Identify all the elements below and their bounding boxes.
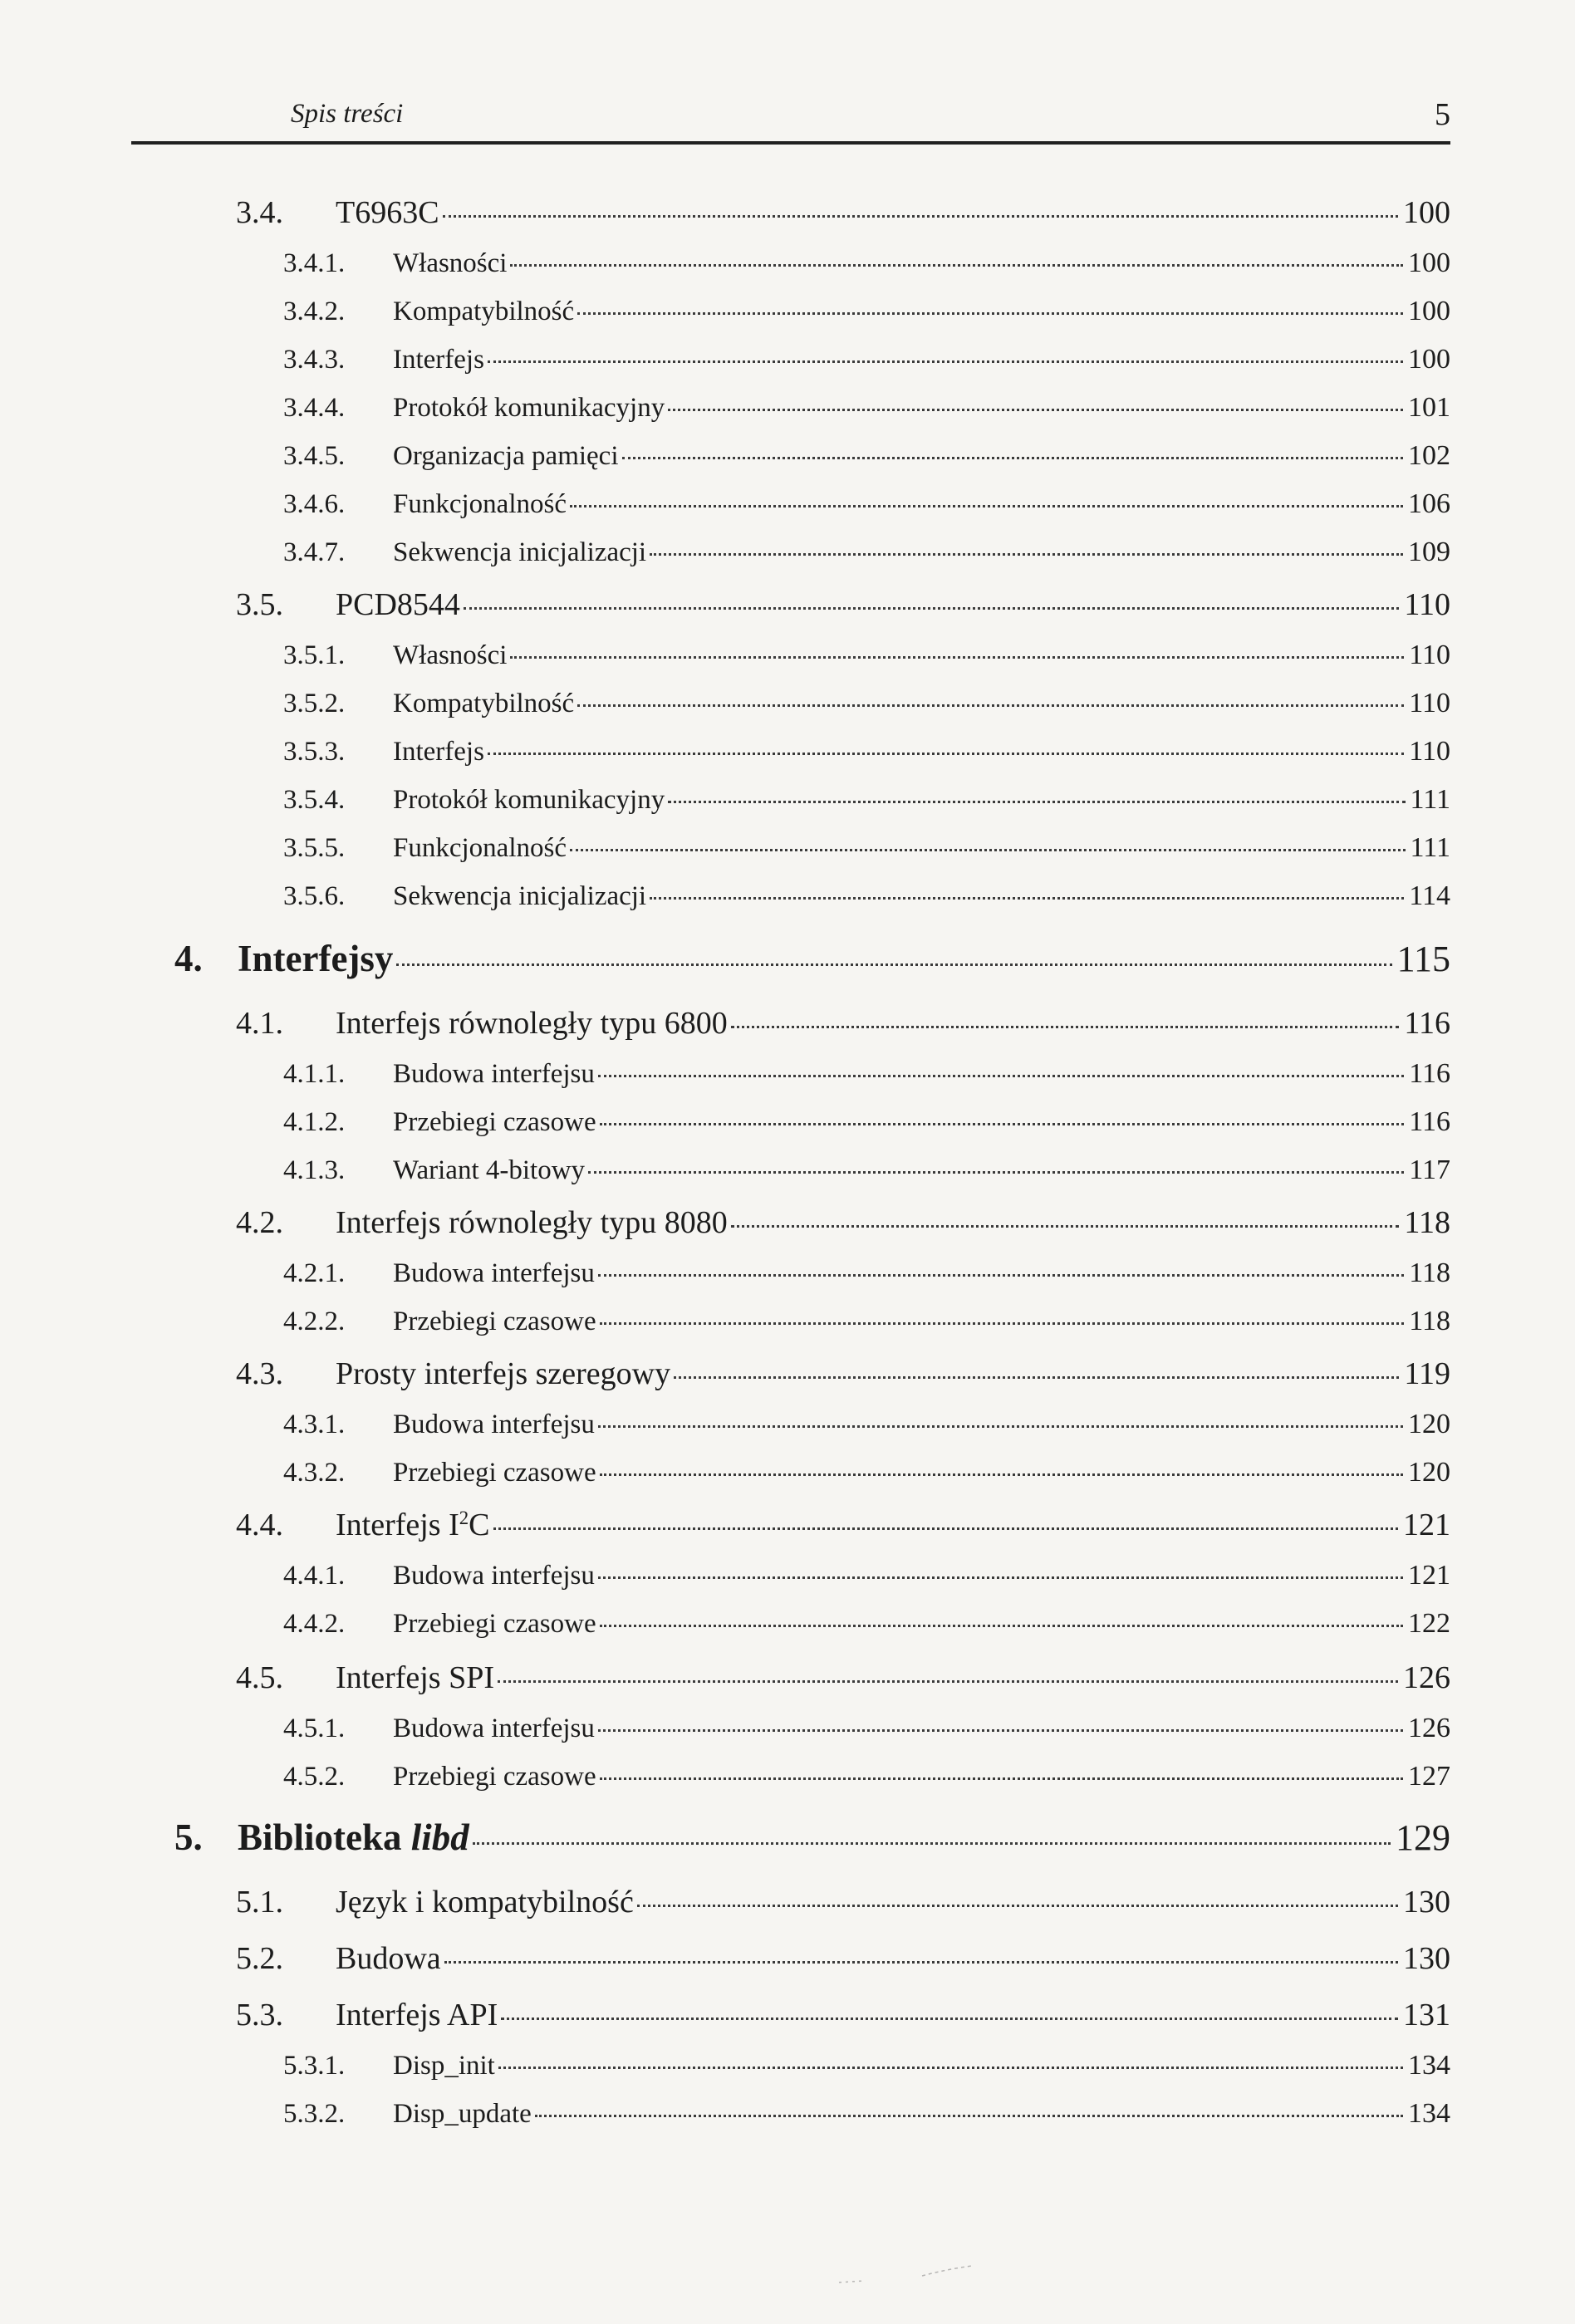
toc-number: 4.2. xyxy=(236,1205,283,1240)
toc-entry-3-4-4[interactable] xyxy=(283,392,1450,424)
toc-title: Przebiegi czasowe xyxy=(393,1762,596,1792)
dot-leader xyxy=(598,1729,1403,1732)
dot-leader xyxy=(570,849,1406,851)
toc-title: Przebiegi czasowe xyxy=(393,1307,596,1336)
toc-page: 127 xyxy=(1408,1761,1450,1792)
dot-leader xyxy=(600,1777,1403,1780)
dot-leader xyxy=(588,1171,1404,1174)
toc-entry-4-3[interactable] xyxy=(236,1356,1450,1392)
toc-title: Disp_update xyxy=(393,2099,532,2129)
toc-entry-4-3-2[interactable] xyxy=(283,1457,1450,1488)
toc-number: 5. xyxy=(174,1817,203,1858)
toc-number: 4.2.1. xyxy=(283,1258,346,1288)
dot-leader xyxy=(600,1473,1403,1476)
toc-page: 118 xyxy=(1409,1306,1450,1336)
toc-title: Protokół komunikacyjny xyxy=(393,393,665,423)
dot-leader xyxy=(535,2115,1403,2117)
toc-page: 100 xyxy=(1403,195,1450,230)
dot-leader xyxy=(598,1576,1403,1579)
dot-leader xyxy=(577,312,1403,315)
toc-title-italic: libd xyxy=(410,1817,469,1858)
toc-number: 3.4. xyxy=(236,195,283,230)
toc-page: 122 xyxy=(1408,1608,1450,1639)
toc-page: 119 xyxy=(1404,1356,1450,1391)
toc-page: 101 xyxy=(1408,392,1450,423)
toc-title: Budowa interfejsu xyxy=(393,1059,595,1089)
dot-leader xyxy=(598,1425,1403,1428)
toc-number: 3.5.2. xyxy=(283,689,346,718)
running-header-title: Spis treści xyxy=(291,99,404,129)
toc-entry-3-4[interactable] xyxy=(236,194,1450,231)
toc-title: Interfejs xyxy=(393,345,484,375)
dot-leader xyxy=(501,2018,1398,2020)
toc-number: 4.5. xyxy=(236,1660,283,1695)
dot-leader xyxy=(650,553,1403,556)
dot-leader xyxy=(598,1274,1404,1277)
toc-entry-4-3-1[interactable] xyxy=(283,1409,1450,1440)
toc-page: 111 xyxy=(1410,784,1450,815)
toc-title: Kompatybilność xyxy=(393,297,575,326)
toc-page: 121 xyxy=(1403,1508,1450,1542)
dot-leader xyxy=(488,753,1404,755)
toc-number: 5.3.1. xyxy=(283,2051,346,2081)
toc-number: 3.4.4. xyxy=(283,393,346,423)
toc-page: 134 xyxy=(1408,2050,1450,2081)
dot-leader xyxy=(731,1026,1400,1028)
toc-entry-3-5[interactable] xyxy=(236,586,1450,623)
toc-number: 4. xyxy=(174,938,203,979)
toc-number: 4.4.1. xyxy=(283,1561,346,1591)
dot-leader xyxy=(731,1225,1400,1228)
toc-number: 3.4.2. xyxy=(283,297,346,326)
toc-number: 3.4.3. xyxy=(283,345,346,375)
toc-number: 5.1. xyxy=(236,1885,283,1920)
toc-entry-3-5-2[interactable] xyxy=(283,688,1450,719)
toc-entry-3-5-4[interactable] xyxy=(283,784,1450,816)
toc-entry-4-1-3[interactable] xyxy=(283,1155,1450,1186)
toc-number: 5.2. xyxy=(236,1941,283,1976)
toc-number: 3.5.5. xyxy=(283,833,346,863)
dot-leader xyxy=(600,1123,1405,1125)
toc-page: 126 xyxy=(1403,1660,1450,1695)
toc-title: Sekwencja inicjalizacji xyxy=(393,537,647,567)
toc-page: 117 xyxy=(1409,1155,1450,1185)
toc-entry-4-1-1[interactable] xyxy=(283,1058,1450,1090)
toc-entry-4-2-1[interactable] xyxy=(283,1258,1450,1289)
toc-number: 4.5.1. xyxy=(283,1714,346,1743)
dot-leader xyxy=(498,1680,1398,1683)
toc-number: 3.4.5. xyxy=(283,441,346,471)
toc-page: 134 xyxy=(1408,2098,1450,2129)
toc-entry-3-4-2[interactable] xyxy=(283,296,1450,327)
toc-entry-4-5-1[interactable] xyxy=(283,1713,1450,1744)
toc-number: 5.3. xyxy=(236,1998,283,2032)
toc-page: 102 xyxy=(1408,440,1450,471)
toc-page: 118 xyxy=(1409,1258,1450,1288)
toc-page: 121 xyxy=(1408,1560,1450,1591)
toc-number: 3.5.1. xyxy=(283,640,346,670)
toc-page: 130 xyxy=(1403,1885,1450,1920)
toc-page: 111 xyxy=(1410,832,1450,863)
toc-entry-5-3-2[interactable] xyxy=(283,2098,1450,2130)
toc-page: 116 xyxy=(1404,1006,1450,1041)
dot-leader xyxy=(650,897,1404,900)
toc-page: 110 xyxy=(1404,587,1450,622)
toc-page: 100 xyxy=(1408,344,1450,375)
toc-page: 114 xyxy=(1409,880,1450,911)
dot-leader xyxy=(493,1527,1398,1530)
toc-page: 115 xyxy=(1396,939,1450,979)
toc-entry-4-4-2[interactable] xyxy=(283,1608,1450,1640)
dot-leader xyxy=(668,409,1403,411)
toc-title: Organizacja pamięci xyxy=(393,441,619,471)
toc-page: 110 xyxy=(1409,640,1450,670)
toc-page: 131 xyxy=(1403,1998,1450,2032)
dot-leader xyxy=(600,1625,1403,1627)
toc-title: Język i kompatybilność xyxy=(336,1885,634,1920)
toc-page: 110 xyxy=(1409,736,1450,767)
toc-entry-4-5-2[interactable] xyxy=(283,1761,1450,1792)
toc-title-text: Biblioteka xyxy=(238,1817,411,1858)
toc-page: 116 xyxy=(1409,1106,1450,1137)
toc-number: 3.5.3. xyxy=(283,737,346,767)
toc-entry-4-5[interactable] xyxy=(236,1660,1450,1696)
toc-entry-3-4-3[interactable] xyxy=(283,344,1450,375)
toc-number: 3.5. xyxy=(236,587,283,622)
toc-page: 100 xyxy=(1408,296,1450,326)
dot-leader xyxy=(668,801,1405,803)
toc-title: Budowa interfejsu xyxy=(393,1258,595,1288)
toc-number: 3.4.7. xyxy=(283,537,346,567)
toc-title: Interfejs API xyxy=(336,1998,498,2032)
toc-entry-3-4-7[interactable] xyxy=(283,537,1450,568)
toc-number: 3.4.1. xyxy=(283,248,346,278)
toc-number: 4.5.2. xyxy=(283,1762,346,1792)
toc-chapter-4[interactable] xyxy=(174,937,1450,980)
running-header xyxy=(131,90,1450,145)
toc-title: Funkcjonalność xyxy=(393,833,567,863)
toc-number: 5.3.2. xyxy=(283,2099,346,2129)
dot-leader xyxy=(600,1322,1405,1325)
toc-title: Sekwencja inicjalizacji xyxy=(393,881,647,911)
dot-leader xyxy=(570,505,1403,507)
toc-title: Interfejsy xyxy=(238,938,394,979)
toc-page: 116 xyxy=(1409,1058,1450,1089)
toc-number: 4.1.2. xyxy=(283,1107,346,1137)
toc-number: 3.5.6. xyxy=(283,881,346,911)
toc-entry-3-5-1[interactable] xyxy=(283,640,1450,671)
toc-entry-3-5-5[interactable] xyxy=(283,832,1450,864)
toc-entry-4-4[interactable] xyxy=(236,1507,1450,1543)
toc-number: 4.3. xyxy=(236,1356,283,1391)
toc-number: 4.2.2. xyxy=(283,1307,346,1336)
toc-page: 126 xyxy=(1408,1713,1450,1743)
toc-title: Protokół komunikacyjny xyxy=(393,785,665,815)
toc-title: Budowa xyxy=(336,1941,441,1976)
toc-title: Budowa interfejsu xyxy=(393,1561,595,1591)
toc-page: 110 xyxy=(1409,688,1450,718)
dot-leader xyxy=(510,264,1403,267)
toc-title-text: Interfejs I xyxy=(336,1508,459,1542)
toc-title-text-end: C xyxy=(469,1508,490,1542)
toc-chapter-5[interactable] xyxy=(174,1816,1450,1859)
toc-title: Interfejs SPI xyxy=(336,1660,495,1695)
toc-page: 106 xyxy=(1408,488,1450,519)
toc-entry-5-3[interactable] xyxy=(236,1997,1450,2033)
toc-title xyxy=(238,1816,469,1859)
dot-leader xyxy=(577,704,1404,707)
dot-leader xyxy=(396,963,1391,966)
toc-entry-4-2[interactable] xyxy=(236,1204,1450,1241)
toc-entry-3-4-5[interactable] xyxy=(283,440,1450,472)
toc-entry-4-1-2[interactable] xyxy=(283,1106,1450,1138)
toc-title-superscript: 2 xyxy=(459,1508,469,1529)
toc-number: 4.3.2. xyxy=(283,1458,346,1488)
dot-leader xyxy=(498,2067,1403,2069)
toc-title: Interfejs równoległy typu 8080 xyxy=(336,1205,728,1240)
toc-entry-4-2-2[interactable] xyxy=(283,1306,1450,1337)
toc-title: Disp_init xyxy=(393,2051,495,2081)
dot-leader xyxy=(444,1961,1398,1964)
toc-title: Interfejs równoległy typu 6800 xyxy=(336,1006,728,1041)
toc-page: 120 xyxy=(1408,1409,1450,1439)
toc-entry-5-2[interactable] xyxy=(236,1940,1450,1977)
dot-leader xyxy=(488,360,1403,363)
dot-leader xyxy=(622,457,1404,459)
toc-number: 4.1.3. xyxy=(283,1155,346,1185)
toc-page: 120 xyxy=(1408,1457,1450,1488)
dot-leader xyxy=(464,607,1399,610)
toc-entry-3-5-6[interactable] xyxy=(283,880,1450,912)
toc-title: Funkcjonalność xyxy=(393,489,567,519)
page-number: 5 xyxy=(1435,97,1450,132)
toc-title: T6963C xyxy=(336,195,439,230)
toc-entry-5-1[interactable] xyxy=(236,1884,1450,1920)
dot-leader xyxy=(510,656,1404,659)
toc-entry-4-1[interactable] xyxy=(236,1005,1450,1042)
toc-title: Przebiegi czasowe xyxy=(393,1107,596,1137)
toc-title: Przebiegi czasowe xyxy=(393,1609,596,1639)
toc-title: Budowa interfejsu xyxy=(393,1714,595,1743)
toc-page: 118 xyxy=(1404,1205,1450,1240)
toc-number: 3.4.6. xyxy=(283,489,346,519)
toc-title: Kompatybilność xyxy=(393,689,575,718)
toc-number: 4.4.2. xyxy=(283,1609,346,1639)
toc-number: 4.1. xyxy=(236,1006,283,1041)
toc-title: Wariant 4-bitowy xyxy=(393,1155,586,1185)
dot-leader xyxy=(637,1905,1398,1907)
toc-page: 129 xyxy=(1396,1817,1450,1858)
toc-entry-4-4-1[interactable] xyxy=(283,1560,1450,1591)
toc-title xyxy=(336,1507,490,1543)
toc-title: Prosty interfejs szeregowy xyxy=(336,1356,671,1391)
toc-page: 100 xyxy=(1408,248,1450,278)
toc-title: Interfejs xyxy=(393,737,484,767)
toc-page: 109 xyxy=(1408,537,1450,567)
toc-entry-5-3-1[interactable] xyxy=(283,2050,1450,2081)
toc-number: 4.4. xyxy=(236,1508,283,1542)
toc-entry-3-4-6[interactable] xyxy=(283,488,1450,520)
toc-title: Własności xyxy=(393,640,508,670)
toc-title: Budowa interfejsu xyxy=(393,1410,595,1439)
toc-page: 130 xyxy=(1403,1941,1450,1976)
toc-entry-3-4-1[interactable] xyxy=(283,248,1450,279)
dot-leader xyxy=(473,1842,1391,1845)
dot-leader xyxy=(674,1376,1399,1379)
toc-number: 4.3.1. xyxy=(283,1410,346,1439)
toc-title: PCD8544 xyxy=(336,587,460,622)
toc-title: Własności xyxy=(393,248,508,278)
scan-specks xyxy=(831,2258,980,2291)
toc-title: Przebiegi czasowe xyxy=(393,1458,596,1488)
toc-number: 4.1.1. xyxy=(283,1059,346,1089)
toc-number: 3.5.4. xyxy=(283,785,346,815)
dot-leader xyxy=(598,1075,1404,1077)
toc-entry-3-5-3[interactable] xyxy=(283,736,1450,767)
dot-leader xyxy=(443,215,1398,218)
